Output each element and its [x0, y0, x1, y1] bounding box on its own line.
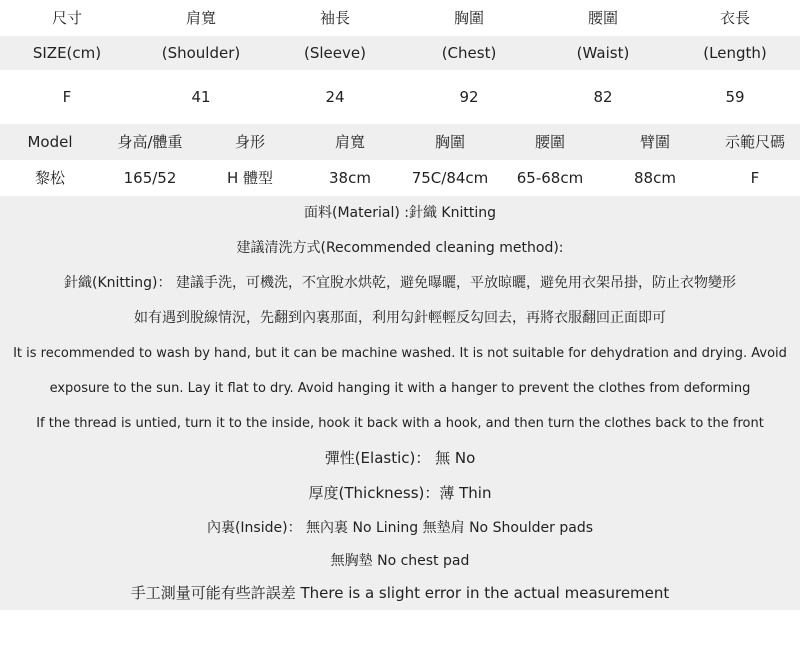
size-cell-waist: 82 — [593, 88, 613, 106]
size-header-size-en: SIZE(cm) — [32, 44, 102, 62]
model-header-arm: 臂圍 — [639, 133, 670, 151]
size-header-shoulder-en: (Shoulder) — [161, 44, 241, 62]
material-text: 面料(Material) :針織 Knitting — [304, 205, 496, 221]
size-header-waist-zh: 腰圍 — [587, 9, 618, 27]
size-header-zh-row — [0, 0, 800, 36]
size-header-chest-zh: 胸圍 — [453, 9, 484, 27]
model-header-size: 示範尺碼 — [724, 133, 785, 151]
model-cell-waist: 65-68cm — [516, 169, 584, 187]
inside-text: 內裏(Inside)： 無內裏 No Lining 無墊肩 No Shoulder pads — [206, 520, 594, 536]
size-cell-length: 59 — [725, 88, 745, 106]
details-panel — [0, 196, 800, 610]
size-cell-size: F — [62, 88, 72, 106]
size-header-waist-en: (Waist) — [576, 44, 630, 62]
cleaning-en-line-1: It is recommended to wash by hand, but it can be machine washed. It is not suitable for dehydration and drying. Avoid — [13, 346, 787, 361]
size-cell-chest: 92 — [459, 88, 479, 106]
model-header-waist: 腰圍 — [534, 133, 565, 151]
model-cell-chest: 75C/84cm — [411, 169, 489, 187]
cleaning-en-line-3: If the thread is untied, turn it to the inside, hook it back with a hook, and then turn the clothes back to the front — [36, 416, 764, 431]
size-header-sleeve-en: (Sleeve) — [304, 44, 366, 62]
size-header-length-en: (Length) — [703, 44, 767, 62]
size-cell-sleeve: 24 — [325, 88, 345, 106]
error-note-text: 手工測量可能有些許誤差 There is a slight error in the actual measurement — [130, 584, 670, 602]
model-cell-body-type: H 體型 — [226, 169, 274, 187]
model-header-row — [0, 124, 800, 160]
size-header-size-zh: 尺寸 — [51, 9, 82, 27]
cleaning-zh-line-1: 針織(Knitting)： 建議手洗，可機洗，不宜脫水烘乾，避免曝曬，平放晾曬，避免用衣架吊掛，防止衣物變形 — [64, 275, 736, 291]
thickness-text: 厚度(Thickness)：薄 Thin — [308, 484, 492, 502]
size-header-sleeve-zh: 袖長 — [319, 9, 350, 27]
model-header-model: Model — [27, 133, 73, 151]
model-header-height-weight: 身高/體重 — [117, 133, 183, 151]
model-header-shoulder: 肩寬 — [334, 133, 365, 151]
chest-pad-text: 無胸墊 No chest pad — [330, 553, 470, 569]
size-header-length-zh: 衣長 — [719, 9, 750, 27]
elastic-text: 彈性(Elastic)： 無 No — [324, 449, 476, 467]
model-cell-shoulder: 38cm — [329, 169, 371, 187]
size-cell-shoulder: 41 — [191, 88, 211, 106]
size-header-shoulder-zh: 肩寬 — [185, 9, 216, 27]
cleaning-en-line-2: exposure to the sun. Lay it flat to dry. Avoid hanging it with a hanger to prevent the clothes from deforming — [49, 381, 751, 396]
cleaning-title: 建議清洗方式(Recommended cleaning method): — [236, 240, 564, 256]
model-cell-name: 黎松 — [34, 169, 65, 187]
size-header-chest-en: (Chest) — [441, 44, 497, 62]
size-row-f — [0, 70, 800, 124]
model-row — [0, 160, 800, 196]
model-cell-arm: 88cm — [634, 169, 676, 187]
cleaning-zh-line-2: 如有遇到脫線情況，先翻到內裏那面，利用勾針輕輕反勾回去，再將衣服翻回正面即可 — [134, 310, 666, 326]
model-cell-size: F — [750, 169, 760, 187]
model-cell-height-weight: 165/52 — [123, 169, 177, 187]
model-header-chest: 胸圍 — [434, 133, 465, 151]
size-header-en-row — [0, 36, 800, 70]
model-header-body-type: 身形 — [234, 133, 265, 151]
